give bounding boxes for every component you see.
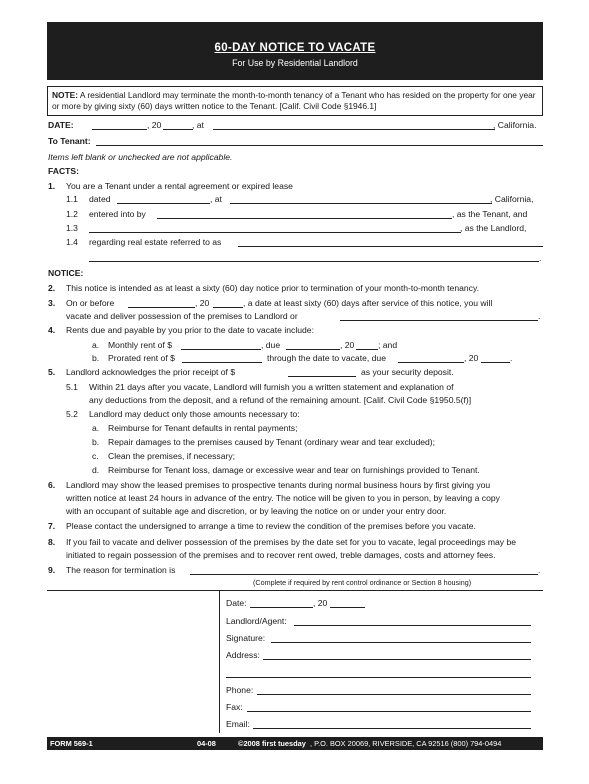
item-3-number: 3. [48, 298, 56, 308]
facts-heading: FACTS: [48, 166, 80, 176]
sig-date-year-prefix: , 20 [313, 598, 328, 608]
item-9-number: 9. [48, 565, 56, 575]
item-6-line-3: with an occupant of suitable age and discretion, or by leaving the notice on or under your entry door. [66, 506, 447, 516]
notice-heading: NOTICE: [48, 268, 84, 278]
prorated-year-field[interactable] [481, 362, 510, 363]
monthly-rent-due-field[interactable] [286, 349, 340, 350]
item-5-2-text: Landlord may deduct only those amounts necessary to: [89, 409, 300, 419]
email-field[interactable] [253, 728, 531, 729]
item-5-2-number: 5.2 [66, 409, 78, 419]
item-5-1-number: 5.1 [66, 382, 78, 392]
copyright-text: ©2008 first tuesday [238, 739, 306, 748]
landlord-agent-label: Landlord/Agent: [226, 616, 287, 626]
item-5-2b-text: Repair damages to the premises caused by Tenant (ordinary wear and tear excluded); [108, 437, 436, 447]
date-year-prefix: , 20 [147, 120, 162, 130]
monthly-rent-year-field[interactable] [356, 349, 378, 350]
address-field-2[interactable] [226, 677, 531, 678]
item-5-text-2: as your security deposit. [361, 367, 454, 377]
item-1-1-dated: dated [89, 194, 111, 204]
item-5-number: 5. [48, 367, 56, 377]
item-4a-letter: a. [92, 340, 100, 350]
phone-label: Phone: [226, 685, 254, 695]
date-label: DATE: [48, 120, 74, 130]
item-5-2b-letter: b. [92, 437, 100, 447]
date-city-field[interactable] [213, 129, 495, 130]
signature-label: Signature: [226, 633, 266, 643]
item-8-number: 8. [48, 537, 56, 547]
tenant-name-field[interactable] [157, 218, 452, 219]
item-5-2a-letter: a. [92, 423, 100, 433]
item-4-text: Rents due and payable by you prior to the date to vacate include: [66, 325, 314, 335]
item-4a-due: , due [261, 340, 281, 350]
note-text: A residential Landlord may terminate the month-to-month tenancy of a Tenant who has resided on the property for one year or more by giving sixty (60) days written notice to the Tenant. [Calif. Civil Code §1946.1] [52, 90, 536, 111]
item-4b-year-prefix: , 20 [464, 353, 479, 363]
date-california: , California. [493, 120, 537, 130]
item-1-3-number: 1.3 [66, 223, 78, 233]
lease-city-field[interactable] [230, 203, 492, 204]
date-month-field[interactable] [92, 129, 147, 130]
form-number: FORM 569-1 [50, 739, 93, 748]
fax-field[interactable] [247, 711, 531, 712]
property-period: . [539, 253, 542, 263]
item-6-line-2: written notice at least 24 hours in advance of the entry. The notice will be given to you in person, by leaving a copy [66, 493, 500, 503]
prorated-rent-field[interactable] [182, 362, 262, 363]
item-5-2c-text: Clean the premises, if necessary; [108, 451, 236, 461]
property-field-2[interactable] [89, 261, 539, 262]
notice-form [47, 22, 543, 116]
publisher-address: , P.O. BOX 20069, RIVERSIDE, CA 92516 (800) 794-0494 [310, 739, 502, 748]
lease-date-field[interactable] [117, 203, 210, 204]
to-tenant-field[interactable] [96, 145, 543, 146]
item-4b-prorated-rent: Prorated rent of $ [108, 353, 175, 363]
address-label: Address: [226, 650, 260, 660]
item-4b-letter: b. [92, 353, 100, 363]
security-deposit-field[interactable] [288, 376, 356, 377]
item-1-2-text: entered into by [89, 209, 146, 219]
form-title: 60-DAY NOTICE TO VACATE [214, 42, 376, 54]
vacate-date-field[interactable] [128, 307, 195, 308]
signature-block-border [219, 591, 220, 733]
item-5-2d-text: Reimburse for Tenant loss, damage or excessive wear and tear on furnishings provided to Tenant. [108, 465, 480, 475]
item-5-2c-letter: c. [92, 451, 99, 461]
form-revision: 04-08 [197, 739, 216, 748]
item-3-period: . [538, 311, 541, 321]
legal-note-box [47, 86, 543, 116]
to-tenant-label: To Tenant: [48, 136, 91, 146]
item-3-text-2: vacate and deliver possession of the premises to Landlord or [66, 311, 298, 321]
note-label: NOTE: [52, 90, 79, 100]
signature-divider [47, 590, 543, 591]
item-1-3-landlord: , as the Landlord, [460, 223, 527, 233]
item-1-1-number: 1.1 [66, 194, 78, 204]
phone-field[interactable] [257, 694, 531, 695]
form-header [47, 22, 543, 80]
form-subtitle: For Use by Residential Landlord [232, 58, 358, 68]
item-1-1-at: , at [210, 194, 222, 204]
item-9-period: . [538, 565, 541, 575]
item-4a-monthly-rent: Monthly rent of $ [108, 340, 173, 350]
item-8-line-2: initiated to regain possession of the premises and to recover rent owed, treble damages, costs and attorney fees. [66, 550, 496, 560]
item-1-4-text: regarding real estate referred to as [89, 237, 222, 247]
item-5-2d-letter: d. [92, 465, 100, 475]
address-field-1[interactable] [263, 659, 531, 660]
item-5-1-line-1: Within 21 days after you vacate, Landlord will furnish you a written statement and explanation of [89, 382, 454, 392]
prorated-due-field[interactable] [398, 362, 464, 363]
item-9-text: The reason for termination is [66, 565, 176, 575]
item-5-1-line-2: any deductions from the deposit, and a refund of the remaining amount. [Calif. Civil Code §1950.5(f)] [89, 395, 472, 405]
blank-items-note: Items left blank or unchecked are not applicable. [48, 152, 233, 162]
item-4a-and: ; and [378, 340, 398, 350]
item-7-number: 7. [48, 521, 56, 531]
item-1-1-california: , California, [490, 194, 534, 204]
item-4a-year-prefix: , 20 [340, 340, 355, 350]
item-5-2a-text: Reimburse for Tenant defaults in rental payments; [108, 423, 298, 433]
item-1-text: You are a Tenant under a rental agreement or expired lease [66, 181, 293, 191]
item-1-number: 1. [48, 181, 56, 191]
item-9-note: (Complete if required by rent control ordinance or Section 8 housing) [253, 578, 472, 587]
deliver-to-field[interactable] [340, 320, 538, 321]
item-2-text: This notice is intended as at least a sixty (60) day notice prior to termination of your month-to-month tenancy. [66, 283, 480, 293]
date-year-field[interactable] [163, 129, 193, 130]
item-1-2-tenant: , as the Tenant, and [452, 209, 528, 219]
signature-field[interactable] [271, 642, 531, 643]
sig-year-field[interactable] [330, 607, 365, 608]
landlord-agent-field[interactable] [294, 625, 531, 626]
item-6-line-1: Landlord may show the leased premises to prospective tenants during normal business hours by first giving you [66, 480, 491, 490]
landlord-name-field[interactable] [89, 232, 461, 233]
property-field-1[interactable] [238, 246, 543, 247]
item-3-text: , a date at least sixty (60) days after service of this notice, you will [243, 298, 493, 308]
item-5-text: Landlord acknowledges the prior receipt of $ [66, 367, 236, 377]
item-2-number: 2. [48, 283, 56, 293]
sig-date-field[interactable] [250, 607, 313, 608]
date-at: , at [192, 120, 204, 130]
item-4b-through: through the date to vacate, due [267, 353, 386, 363]
item-7-text: Please contact the undersigned to arrange a time to review the condition of the premises before you vacate. [66, 521, 476, 531]
monthly-rent-field[interactable] [181, 349, 261, 350]
item-6-number: 6. [48, 480, 56, 490]
item-4b-period: . [510, 353, 513, 363]
item-4-number: 4. [48, 325, 56, 335]
sig-date-label: Date: [226, 598, 247, 608]
item-1-2-number: 1.2 [66, 209, 78, 219]
item-1-4-number: 1.4 [66, 237, 78, 247]
email-label: Email: [226, 719, 250, 729]
item-3-on-before: On or before [66, 298, 115, 308]
item-8-line-1: If you fail to vacate and deliver possession of the premises by the date set for you to vacate, legal proceedings may be [66, 537, 516, 547]
vacate-year-field[interactable] [213, 307, 243, 308]
termination-reason-field[interactable] [190, 574, 538, 575]
fax-label: Fax: [226, 702, 243, 712]
form-footer [47, 737, 543, 750]
item-3-year-prefix: , 20 [195, 298, 210, 308]
